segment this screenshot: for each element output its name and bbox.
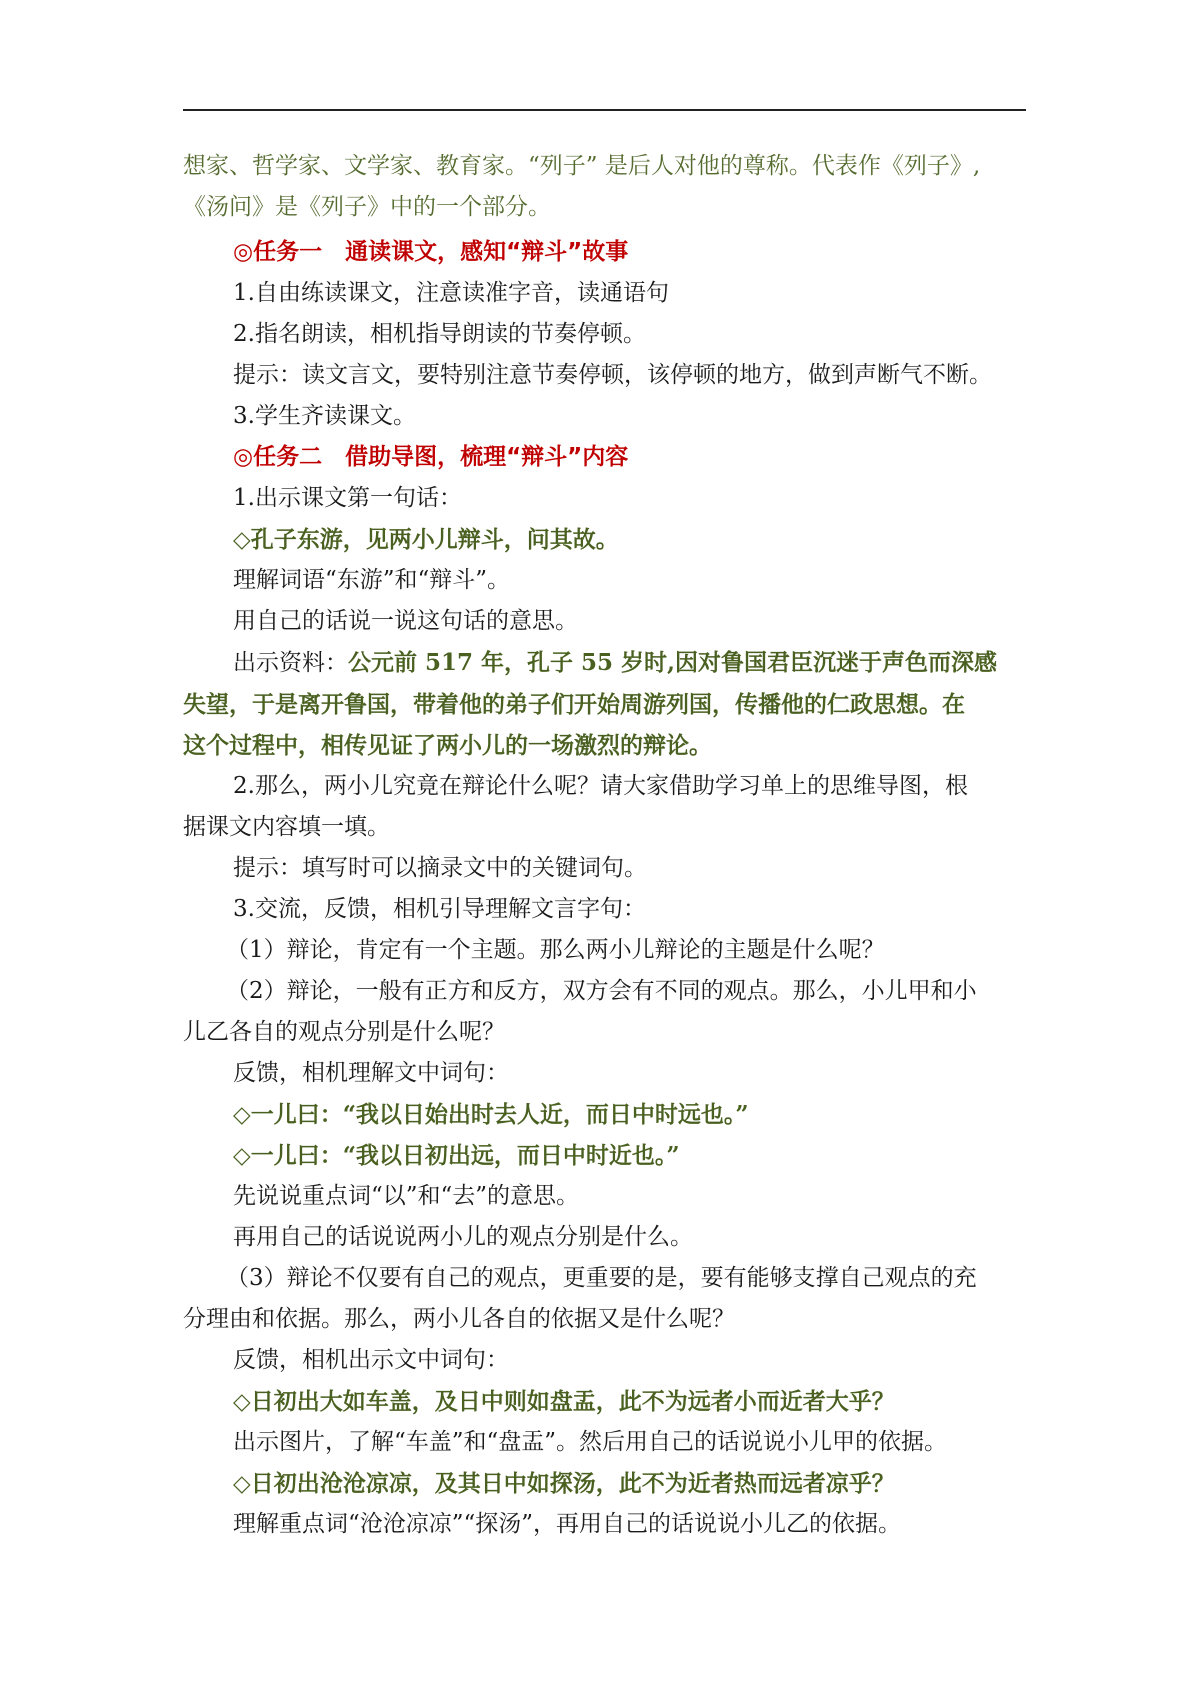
material-label: 出示资料：: [233, 650, 348, 676]
task1-step-2: 2.指名朗读，相机指导朗读的节奏停顿。: [233, 321, 646, 347]
task2-tip: 提示：填写时可以摘录文中的关键词句。: [233, 855, 647, 881]
task2-step-1: 1.出示课文第一句话：: [233, 485, 462, 511]
quote-child-a: ◇一儿曰：“我以日始出时去人近，而日中时远也。”: [233, 1101, 749, 1128]
quote-child-b: ◇一儿曰：“我以日初出远，而日中时近也。”: [233, 1142, 680, 1169]
intro-line-2: 《汤问》是《列子》中的一个部分。: [183, 194, 551, 220]
task2-paraphrase: 用自己的话说一说这句话的意思。: [233, 608, 578, 634]
task1-heading: ◎任务一 通读课文，感知“辩斗”故事: [233, 239, 629, 265]
key-words-note: 先说说重点词“以”和“去”的意思。: [233, 1183, 580, 1209]
document-body: [183, 146, 1026, 1545]
final-note: 理解重点词“沧沧凉凉”“探汤”，再用自己的话说说小儿乙的依据。: [233, 1511, 902, 1537]
intro-line-1: 想家、哲学家、文学家、教育家。“列子” 是后人对他的尊称。代表作《列子》,: [183, 153, 981, 179]
task2-step-2-line-1: 2.那么，两小儿究竟在辩论什么呢？请大家借助学习单上的思维导图，根: [233, 773, 968, 799]
material-text-1: 公元前 517 年，孔子 55 岁时,因对鲁国君臣沉迷于声色而深感: [348, 649, 998, 676]
task1-step-1: 1.自由练读课文，注意读准字音，读通语句: [233, 280, 669, 306]
feedback-1: 反馈，相机理解文中词句：: [233, 1060, 509, 1086]
task2-heading: ◎任务二 借助导图，梳理“辩斗”内容: [233, 444, 629, 470]
picture-note: 出示图片，了解“车盖”和“盘盂”。然后用自己的话说说小儿甲的依据。: [233, 1429, 948, 1455]
task2-word-study: 理解词语“东游”和“辩斗”。: [233, 567, 511, 593]
quote-confucius-east: ◇孔子东游，见两小儿辩斗，问其故。: [233, 526, 619, 553]
question-3-line-2: 分理由和依据。那么，两小儿各自的依据又是什么呢？: [183, 1306, 735, 1332]
material-line-2: 失望，于是离开鲁国，带着他的弟子们开始周游列国，传播他的仁政思想。在: [183, 691, 965, 718]
task1-tip: 提示：读文言文，要特别注意节奏停顿，该停顿的地方，做到声断气不断。: [233, 362, 992, 388]
question-2-line-1: （2）辩论，一般有正方和反方，双方会有不同的观点。那么，小儿甲和小: [226, 978, 977, 1004]
material-line-1: [183, 642, 1026, 684]
question-2-line-2: 儿乙各自的观点分别是什么呢？: [183, 1019, 505, 1045]
task1-step-3: 3.学生齐读课文。: [233, 403, 416, 429]
quote-sun-heat: ◇日初出沧沧凉凉，及其日中如探汤，此不为近者热而远者凉乎？: [233, 1470, 895, 1497]
header-rule: [183, 109, 1026, 111]
feedback-2: 反馈，相机出示文中词句：: [233, 1347, 509, 1373]
question-1: （1）辩论，肯定有一个主题。那么两小儿辩论的主题是什么呢？: [226, 937, 885, 963]
task2-step-3: 3.交流，反馈，相机引导理解文言字句：: [233, 896, 646, 922]
viewpoints-note: 再用自己的话说说两小儿的观点分别是什么。: [233, 1224, 693, 1250]
material-line-3: 这个过程中，相传见证了两小儿的一场激烈的辩论。: [183, 732, 712, 759]
task2-step-2-line-2: 据课文内容填一填。: [183, 814, 390, 840]
question-3-line-1: （3）辩论不仅要有自己的观点，更重要的是，要有能够支撑自己观点的充: [226, 1265, 977, 1291]
quote-sun-size: ◇日初出大如车盖，及日中则如盘盂，此不为远者小而近者大乎？: [233, 1388, 895, 1415]
